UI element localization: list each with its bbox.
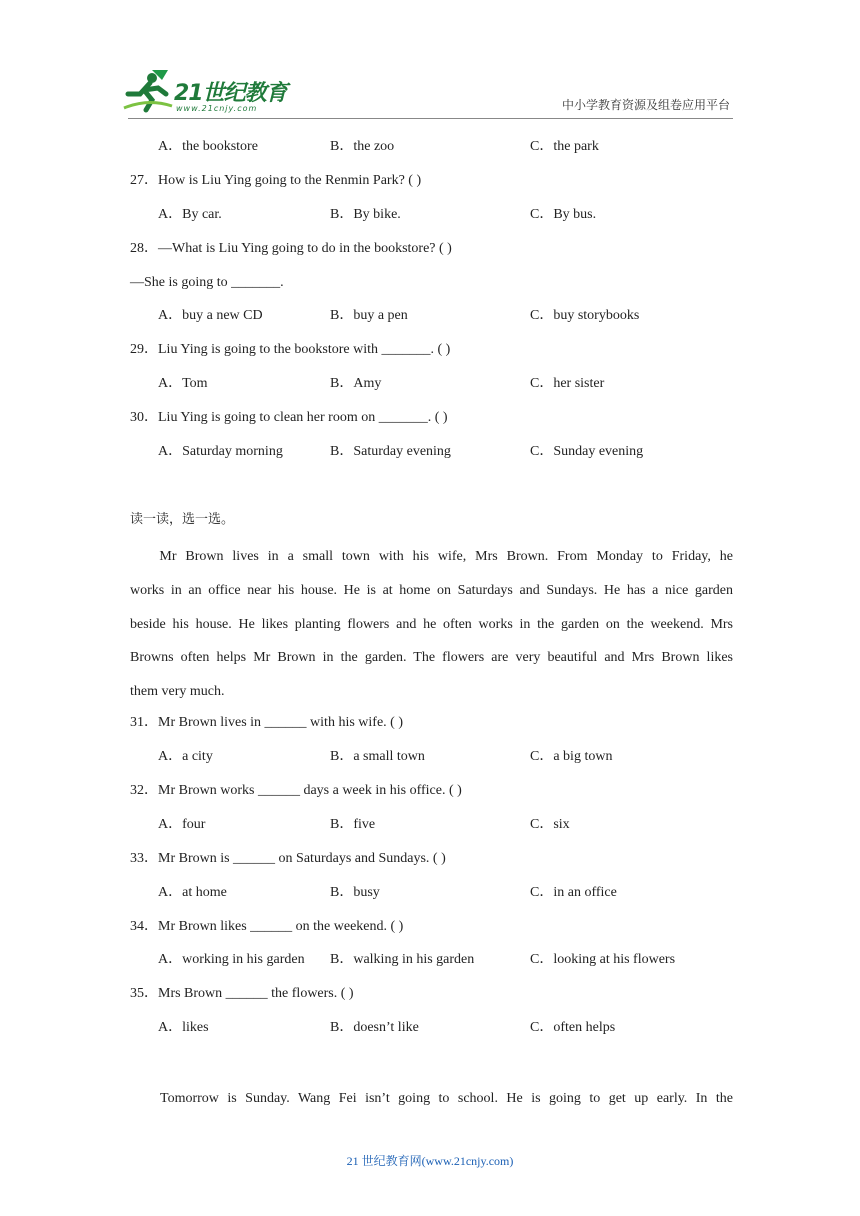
option-b: B．Amy: [330, 376, 382, 392]
reading-passage: [130, 540, 733, 710]
option-a: A．By car.: [158, 206, 222, 222]
option-b: B．walking in his garden: [330, 952, 475, 968]
question-27: 27．How is Liu Ying going to the Renmin Park? ( ): [130, 172, 422, 188]
option-b: B．busy: [330, 884, 380, 900]
option-c: C．Sunday evening: [530, 444, 644, 460]
options-row: [130, 946, 733, 980]
passage-line: beside his house. He likes planting flowers and he often works in the garden on the weekend. Mrs: [130, 616, 733, 632]
option-b: B．buy a pen: [330, 308, 408, 324]
question-30: 30．Liu Ying is going to clean her room on _______. ( ): [130, 410, 448, 426]
option-a: A．Saturday morning: [158, 444, 283, 460]
option-a: A．buy a new CD: [158, 308, 263, 324]
option-a: A．working in his garden: [158, 952, 305, 968]
option-c: C．By bus.: [530, 206, 597, 222]
option-b: B．a small town: [330, 749, 425, 765]
header-divider: [128, 118, 733, 119]
option-a: A．the bookstore: [158, 139, 258, 154]
option-c: C．often helps: [530, 1020, 616, 1036]
option-c: C．a big town: [530, 749, 613, 765]
worksheet-content: [130, 133, 733, 1116]
options-row: [130, 438, 733, 472]
options-row: [130, 1014, 733, 1048]
question-31: 31．Mr Brown lives in ______ with his wife. ( ): [130, 715, 403, 731]
options-row: [130, 201, 733, 235]
runner-logo-icon: [122, 68, 174, 114]
page-footer: 21 世纪教育网(www.21cnjy.com): [346, 1154, 514, 1168]
logo-url: www.21cnjy.com: [176, 104, 258, 113]
option-b: B．Saturday evening: [330, 444, 451, 460]
options-row: [130, 879, 733, 913]
question-28-answer-line: —She is going to _______.: [130, 274, 284, 290]
passage-line: Browns often helps Mr Brown in the garden. The flowers are very beautiful and Mrs Brown likes: [130, 650, 733, 666]
question-34: 34．Mr Brown likes ______ on the weekend. ( ): [130, 918, 404, 934]
header-tagline: 中小学教育资源及组卷应用平台: [561, 98, 730, 112]
option-a: A．four: [158, 816, 206, 832]
options-row: [130, 302, 733, 336]
passage-line: Tomorrow is Sunday. Wang Fei isn’t going to school. He is going to get up early. In the: [160, 1091, 733, 1107]
option-c: C．looking at his flowers: [530, 952, 676, 968]
option-b: B．the zoo: [330, 139, 395, 154]
logo: [122, 68, 292, 118]
options-row: [130, 370, 733, 404]
option-c: C．the park: [530, 139, 599, 154]
question-33: 33．Mr Brown is ______ on Saturdays and Sundays. ( ): [130, 850, 446, 866]
options-row: [130, 133, 733, 167]
option-a: A．a city: [158, 749, 213, 765]
section-instruction: 读一读，选一选。: [130, 511, 235, 527]
option-b: B．five: [330, 816, 376, 832]
option-b: B．By bike.: [330, 206, 401, 222]
option-a: A．Tom: [158, 376, 208, 392]
passage-line: works in an office near his house. He is at home on Saturdays and Sundays. He has a nice garden: [130, 582, 733, 598]
option-a: A．likes: [158, 1020, 209, 1036]
option-c: C．her sister: [530, 376, 605, 392]
question-32: 32．Mr Brown works ______ days a week in his office. ( ): [130, 783, 462, 798]
passage-line: them very much.: [130, 684, 225, 700]
options-row: [130, 743, 733, 777]
option-c: C．six: [530, 816, 570, 832]
options-row: [130, 811, 733, 845]
option-c: C．in an office: [530, 884, 617, 900]
logo-text: 21世纪教育: [174, 81, 287, 106]
option-a: A．at home: [158, 884, 227, 900]
option-c: C．buy storybooks: [530, 308, 640, 324]
question-35: 35．Mrs Brown ______ the flowers. ( ): [130, 986, 354, 1002]
question-29: 29．Liu Ying is going to the bookstore with _______. ( ): [130, 342, 451, 358]
option-b: B．doesn’t like: [330, 1020, 419, 1036]
passage-line: Mr Brown lives in a small town with his wife, Mrs Brown. From Monday to Friday, he: [159, 548, 733, 564]
page-header: [0, 0, 860, 125]
question-28: 28．—What is Liu Ying going to do in the bookstore? ( ): [130, 240, 452, 256]
